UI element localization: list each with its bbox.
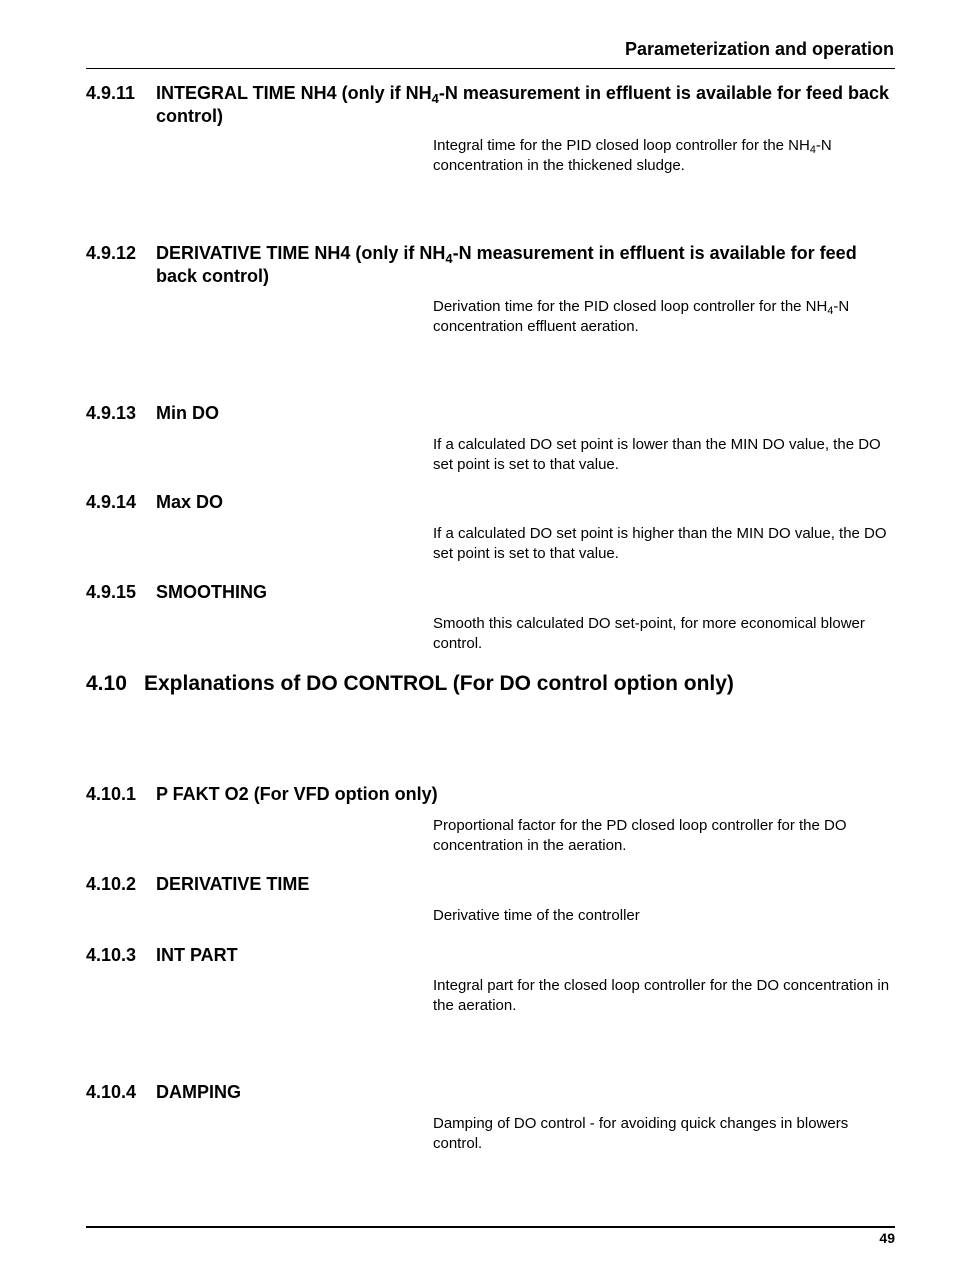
section-number: 4.10.3 (86, 945, 137, 965)
paragraph-4-9-15: Smooth this calculated DO set-point, for more economical blower control. (433, 615, 865, 652)
heading-4-9-15 (86, 581, 896, 604)
header-title: Parameterization and operation (624, 39, 894, 59)
page-number: 49 (879, 1230, 895, 1246)
section-title: DAMPING (156, 1082, 241, 1102)
heading-4-9-11 (86, 82, 896, 128)
heading-4-10-2 (86, 873, 896, 896)
paragraph-4-9-12: Derivation time for the PID closed loop controller for the $NH_4-N$ concentration effluent aeration. (433, 298, 850, 335)
section-title: INTEGRAL TIME NH4 (only if $NH_4-N$ measurement in effluent is available for feed back control) (156, 83, 890, 126)
paragraph-4-9-13: If a calculated DO set point is lower than the MIN DO value, the DO set point is set to that value. (433, 436, 881, 473)
heading-4-9-14 (86, 491, 896, 514)
section-title: DERIVATIVE TIME (156, 874, 310, 894)
section-title: Explanations of DO CONTROL (For DO control option only) (144, 672, 734, 695)
section-number: 4.9.14 (86, 492, 137, 512)
section-number: 4.10.1 (86, 784, 137, 804)
section-number: 4.10 (86, 672, 127, 695)
paragraph-4-10-3: Integral part for the closed loop controller for the DO concentration in the aeration. (433, 977, 890, 1014)
heading-4-10-3 (86, 944, 896, 967)
heading-4-10 (86, 671, 896, 697)
paragraph-4-10-4: Damping of DO control - for avoiding quick changes in blowers control. (433, 1115, 849, 1152)
paragraph-4-9-14: If a calculated DO set point is higher than the MIN DO value, the DO set point is set to that value. (433, 525, 887, 562)
heading-4-9-12 (86, 242, 896, 288)
section-number: 4.9.12 (86, 243, 137, 263)
section-number: 4.9.15 (86, 582, 137, 602)
section-number: 4.10.4 (86, 1082, 137, 1102)
heading-4-9-13 (86, 402, 896, 425)
heading-4-10-4 (86, 1081, 896, 1104)
section-title: DERIVATIVE TIME NH4 (only if $NH_4-N$ measurement in effluent is available for feed back control) (156, 243, 857, 286)
section-number: 4.9.13 (86, 403, 137, 423)
section-title: Min DO (156, 403, 219, 423)
paragraph-4-9-11: Integral time for the PID closed loop controller for the $NH_4-N$ concentration in the thickened sludge. (433, 137, 832, 174)
paragraph-4-10-1: Proportional factor for the PD closed loop controller for the DO concentration in the aeration. (433, 817, 847, 854)
section-title: Max DO (156, 492, 224, 512)
section-title: P FAKT O2 (For VFD option only) (156, 784, 438, 804)
heading-4-10-1 (86, 783, 896, 806)
section-number: 4.10.2 (86, 874, 137, 894)
section-title: SMOOTHING (156, 582, 267, 602)
section-number: 4.9.11 (86, 83, 136, 103)
paragraph-4-10-2: Derivative time of the controller (433, 907, 640, 924)
section-title: INT PART (156, 945, 238, 965)
footer-rule (86, 1226, 895, 1228)
header-rule (86, 68, 895, 69)
